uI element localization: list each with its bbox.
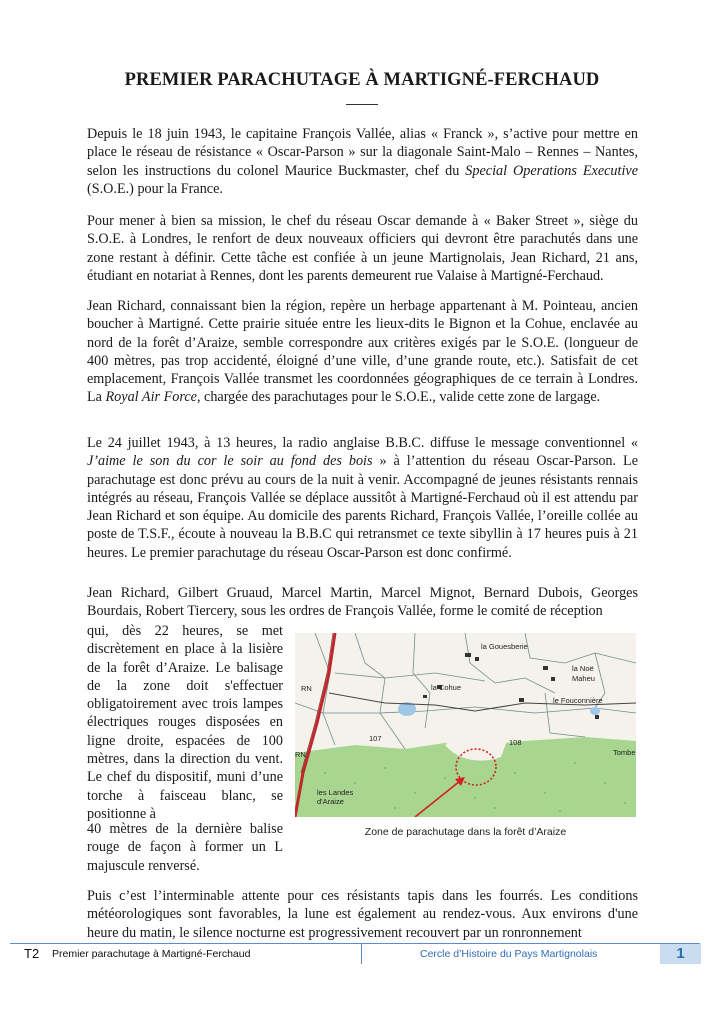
map-label-gouesberie: la Gouesberie bbox=[481, 642, 528, 651]
footer-separator bbox=[361, 944, 362, 964]
paragraph-4: Le 24 juillet 1943, à 13 heures, la radio anglaise B.B.C. diffuse le message conventionnel « J’aime le son du cor le soir au fond des bois » à l’attention du réseau Oscar-Parson. Le parachutage est donc prévu au cours de la nuit à venir. Accompagné de jeunes résistants rennais intégrés au réseau, François Vallée se déplace aussitôt à Martigné-Ferchaud où il est attendu par Jean Richard et son équipe. Au domicile des parents Richard, François Vallée, l’oreille collée au poste de T.S.F., écoute à nouveau la B.B.C qui retransmet ce texte sibyllin à 17 heures puis à 21 heures. Le premier parachutage du réseau Oscar-Parson est donc confirmé. bbox=[87, 435, 638, 561]
footer-right-text: Cercle d’Histoire du Pays Martignolais bbox=[420, 948, 598, 960]
paragraph-5: Jean Richard, Gilbert Gruaud, Marcel Martin, Marcel Mignot, Bernard Dubois, Georges Bourdais, Robert Tiercery, sous les ordres de François Vallée, forme le comité de réception bbox=[87, 585, 638, 620]
paragraph-5-wrapped-end: 40 mètres de la dernière balise rouge de façon à former un L majuscule renversé. bbox=[87, 821, 283, 874]
paragraph-1: Depuis le 18 juin 1943, le capitaine François Vallée, alias « Franck », s’active pour mettre en place le réseau de résistance « Oscar-Parson » sur la diagonale Saint-Malo – Rennes – Nantes, selon les instructions du colonel Maurice Buckmaster, chef du Special Operations Executive (S.O.E.) pour la France. bbox=[87, 126, 638, 197]
map-label-108: 108 bbox=[509, 738, 522, 747]
page-number: 1 bbox=[660, 944, 701, 964]
map-label-rn-2: RN bbox=[295, 750, 306, 759]
map-label-cohue: la Cohue bbox=[431, 683, 462, 692]
title-divider bbox=[346, 104, 378, 105]
paragraph-2: Pour mener à bien sa mission, le chef du réseau Oscar demande à « Baker Street », siège du S.O.E. à Londres, le renfort de deux nouveaux officiers qui devront être parachutés dans une zone restant à définir. Cette tâche est confiée à un jeune Martignolais, Jean Richard, 21 ans, étudiant en notariat à Rennes, dont les parents demeurent rue Valaise à Martigné-Ferchaud. bbox=[87, 213, 638, 284]
topographic-map bbox=[295, 633, 636, 817]
paragraph-5-wrapped: qui, dès 22 heures, se met discrètement en place à la lisière de la forêt d’Araize. Le balisage de la zone doit s'effectuer obligatoirement avec trois lampes électriques rouges disposées en ligne droite, espacées de 100 mètres, dans la direction du vent. Le chef du dispositif, muni d’une torche à faisceau blanc, se positionne à bbox=[87, 623, 283, 822]
map-label-maheu: Maheu bbox=[572, 674, 595, 683]
footer-code: T2 bbox=[24, 946, 40, 961]
map-label-landes-1: les Landes bbox=[317, 788, 354, 797]
footer-left-text: Premier parachutage à Martigné-Ferchaud bbox=[52, 948, 251, 960]
map-caption: Zone de parachutage dans la forêt d’Araize bbox=[364, 826, 567, 838]
map-label-noe: la Noë bbox=[572, 664, 594, 673]
map-label-107: 107 bbox=[369, 734, 382, 743]
map-label-fouconniere: le Fouconnière bbox=[553, 696, 603, 705]
paragraph-3: Jean Richard, connaissant bien la région, repère un herbage appartenant à M. Pointeau, ancien boucher à Martigné. Cette prairie située entre les lieux-dits le Bignon et la Cohue, enclavée au nord de la forêt d’Araize, semble correspondre aux critères exigés par le S.O.E. (longueur de 400 mètres, pas trop accidenté, éloigné d’une ville, d’une grande route, etc.). Satisfait de cet emplacement, François Vallée transmet les coordonnées géographiques de ce terrain à Londres. La Royal Air Force, chargée des parachutages pour le S.O.E., valide cette zone de largage. bbox=[87, 298, 638, 406]
paragraph-6: Puis c’est l’interminable attente pour ces résistants tapis dans les fourrés. Les conditions météorologiques sont favorables, la lune est également au rendez-vous. Aux environs d'une heure du matin, le silence nocturne est progressivement recouvert par un ronronnement bbox=[87, 888, 638, 941]
document-title: PREMIER PARACHUTAGE À MARTIGNÉ-FERCHAUD bbox=[124, 70, 600, 90]
page-footer bbox=[10, 944, 700, 964]
map-label-landes-2: d'Araize bbox=[317, 797, 344, 806]
map-label-rn: RN bbox=[301, 684, 312, 693]
map-label-tombe: Tombe bbox=[613, 748, 636, 757]
